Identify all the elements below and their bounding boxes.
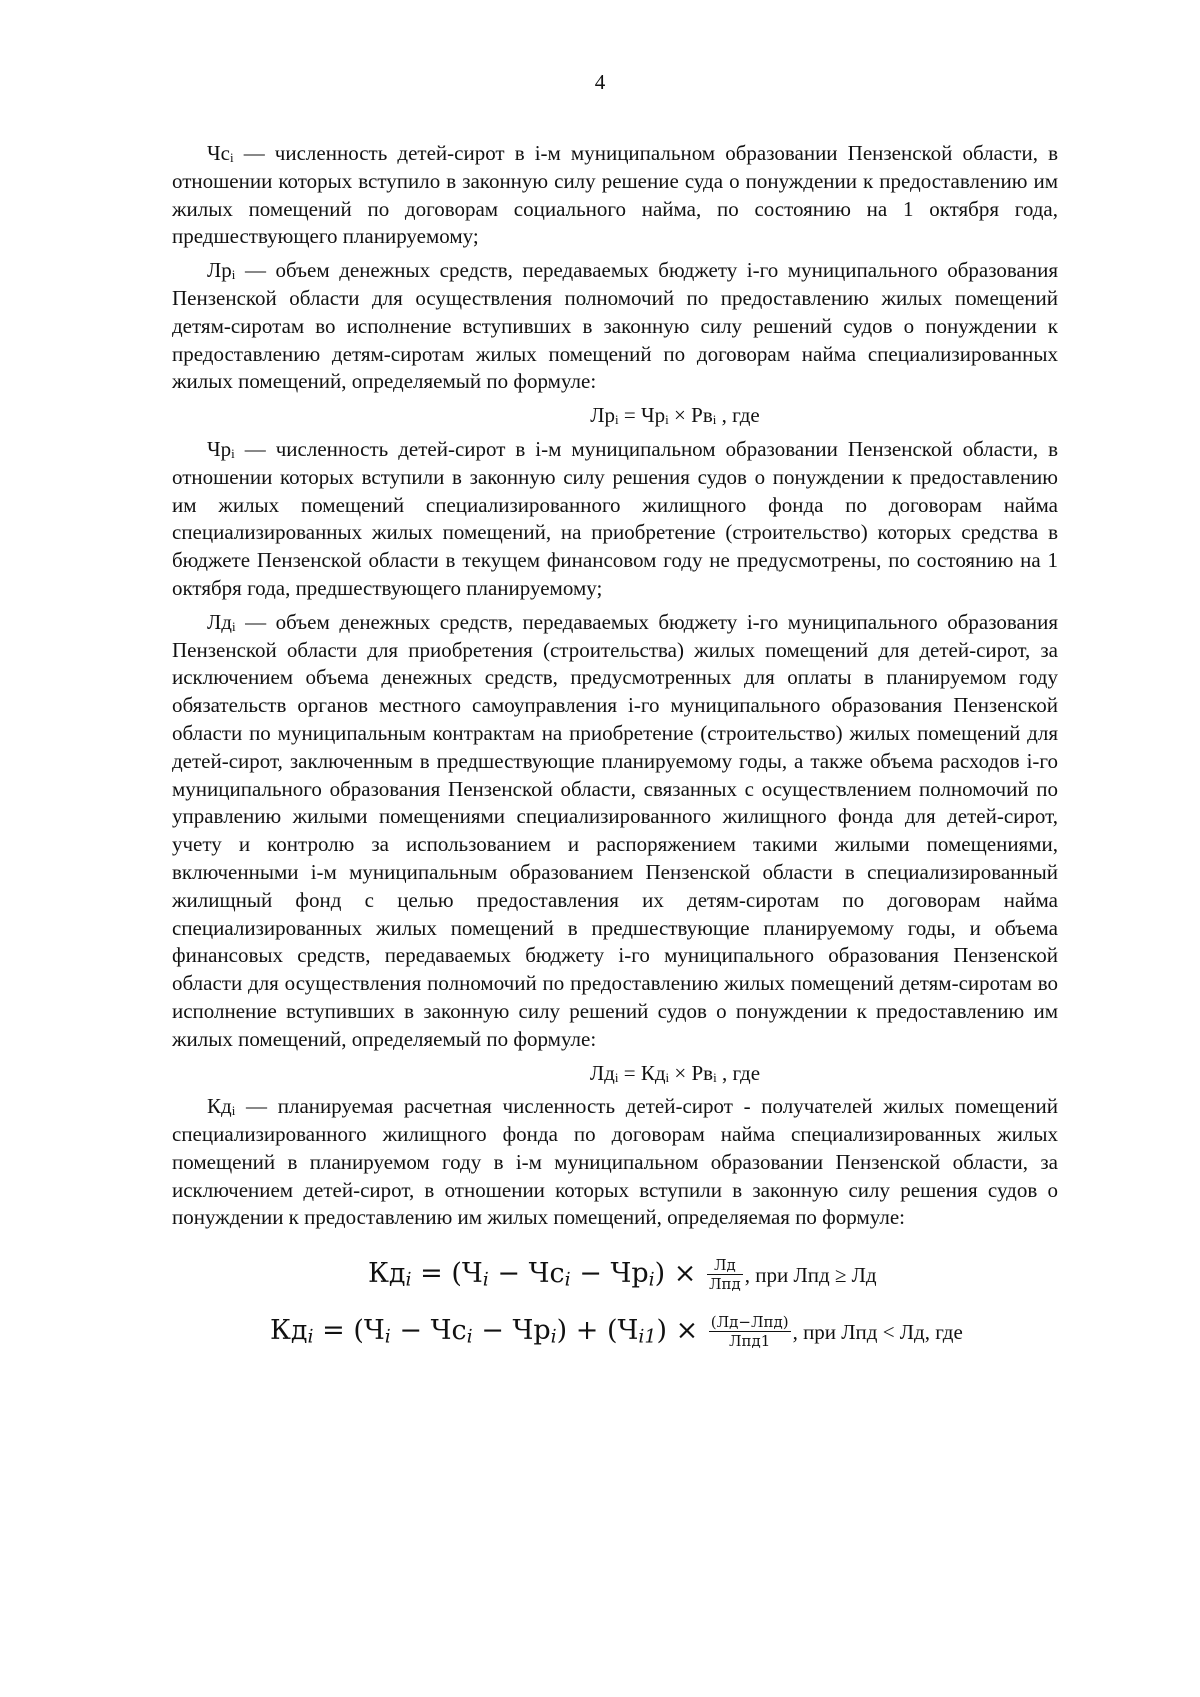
definition-text: — планируемая расчетная численность детей-сирот - получателей жилых помещений специализированного жилищного фонда по договорам найма специализированных жилых помещений в планируемом году в i-м муниципальном образовании Пензенской области, за исключением детей-сирот, в отношении которых вступили в законную силу решения судов о понуждении к предоставлению им жилых помещений, определяемая по формуле: — [172, 1094, 1058, 1230]
definition-text: — численность детей-сирот в i-м муниципальном образовании Пензенской области, в отношении которых вступило в законную силу решение суда о понуждении к предоставлению им жилых помещений по договорам социального найма, по состоянию на 1 октября года, предшествующего планируемому; — [172, 141, 1058, 249]
definition-chs — [172, 140, 1058, 251]
formula-condition: , при Лпд ≥ Лд — [744, 1263, 877, 1288]
subscript: i — [231, 1103, 236, 1119]
symbol: Кд — [207, 1094, 232, 1119]
formula-ld: Лдi = Кдi × Рвi , где — [589, 1060, 761, 1085]
definition-chr — [172, 436, 1058, 603]
formula-condition: , при Лпд < Лд, где — [792, 1320, 963, 1345]
fraction-denominator: Лпд — [708, 1275, 741, 1294]
fraction-denominator: Лпд1 — [729, 1332, 771, 1351]
page-number: 4 — [594, 70, 606, 94]
subscript: i — [229, 149, 234, 165]
symbol: Чс — [207, 141, 230, 165]
symbol: Лр — [207, 258, 232, 283]
definition-text: — объем денежных средств, передаваемых бюджету i-го муниципального образования Пензенской области для осуществления полномочий по предоставлению жилых помещений детям-сиротам во исполнение вступивших в законную силу решений судов о понуждении к предоставлению детям-сиротам жилых помещений по договорам найма специализированных жилых помещений, определяемый по формуле: — [172, 258, 1058, 394]
symbol: Лд — [207, 609, 232, 634]
fraction — [709, 1313, 791, 1350]
fraction-numerator: Лд — [707, 1256, 743, 1275]
definition-lr — [172, 257, 1058, 396]
fraction-numerator: (Лд−Лпд) — [710, 1313, 789, 1332]
definition-text: — численность детей-сирот в i-м муниципальном образовании Пензенской области, в отношении которых вступили в законную силу решения судов о понуждении к предоставлению им жилых помещений специализированного жилищного фонда по договорам найма специализированных жилых помещений, на приобретение (строительство) которых средства в бюджете Пензенской области в текущем финансовом году не предусмотрены, по состоянию на 1 октября года, предшествующего планируемому; — [172, 436, 1058, 600]
subscript: i — [231, 267, 236, 283]
definition-kd — [172, 1093, 1058, 1232]
subscript: i — [231, 618, 236, 634]
formula-kd-case2: Кдi = (Чi − Чсi − Чрi) + (Чi1) × $\frac{\text{(Лд−Лпд)}}{\text{Лпд1}}$ , при Лпд < Лд, где — [270, 1313, 963, 1351]
formula-kd-case1: Кдi = (Чi − Чсi − Чрi) × $\frac{Лд}{\text{Лпд}}$ , при Лпд ≥ Лд — [368, 1256, 877, 1294]
formula-lr: Лрi = Чрi × Рвi , где — [590, 403, 760, 428]
symbol: Чр — [207, 436, 232, 461]
definition-ld — [172, 609, 1058, 1054]
definition-text: — объем денежных средств, передаваемых бюджету i-го муниципального образования Пензенской области для приобретения (строительства) жилых помещений для детей-сирот, за исключением объема денежных средств, предусмотренных для оплаты в планируемом году обязательств органов местного самоуправления i-го муниципального образования Пензенской области по муниципальным контрактам на приобретение (строительство) жилых помещений для детей-сирот, заключенным в предшествующие планируемому годы, а также объема расходов i-го муниципального образования Пензенской области, связанных с осуществлением полномочий по управлению жилыми помещениями специализированного жилищного фонда для детей-сирот, учету и контролю за использованием и распоряжением такими жилыми помещениями, включенными i-м муниципальным образованием Пензенской области в специализированный жилищный фонд с целью предоставления их детям-сиротам по договорам найма специализированных жилых помещений в предшествующие планируемому годы, и объема финансовых средств, передаваемых бюджету i-го муниципального образования Пензенской области для осуществления полномочий по предоставлению жилых помещений детям-сиротам во исполнение вступивших в законную силу решений судов о понуждении к предоставлению им жилых помещений, определяемый по формуле: — [172, 609, 1058, 1051]
document-body — [172, 140, 1058, 1360]
subscript: i — [231, 445, 235, 461]
fraction — [707, 1256, 743, 1293]
